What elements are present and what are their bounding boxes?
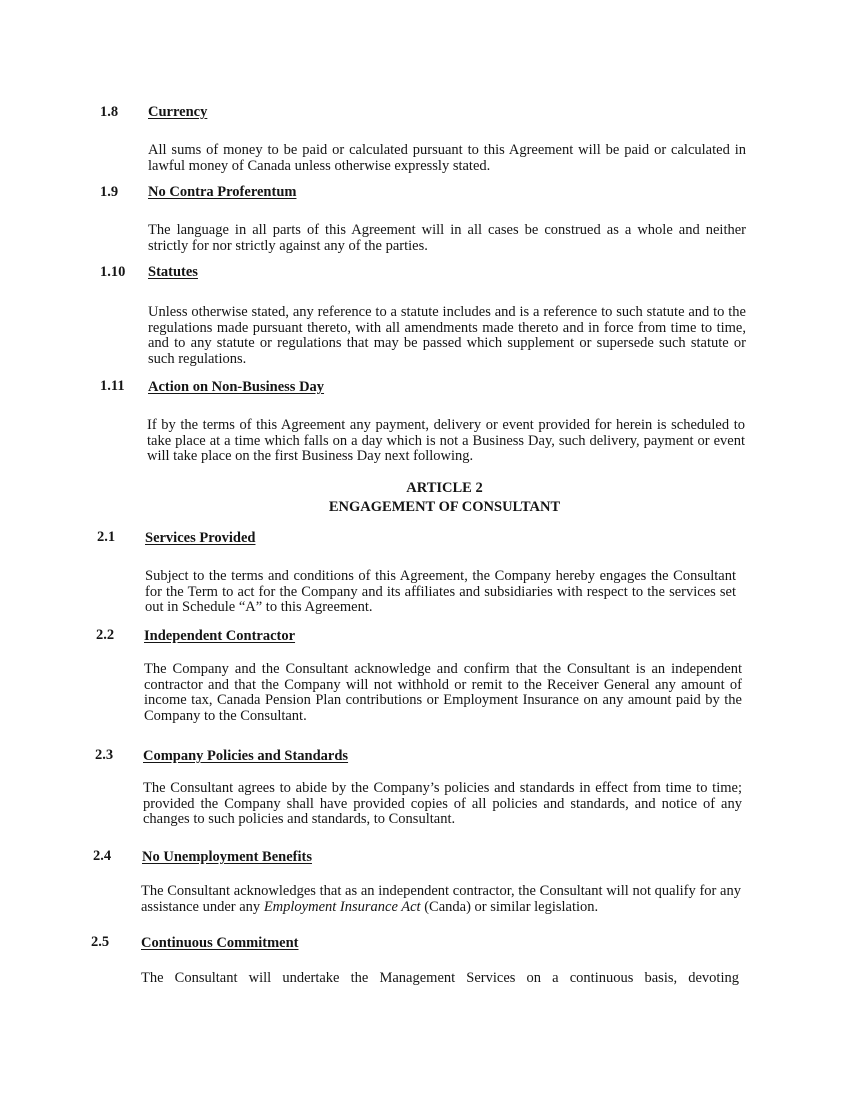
section-body: Unless otherwise stated, any reference to a statute includes and is a reference to such statute and to the regulations made pursuant thereto, with all amendments made thereto and in force from time to time, and to any statute or regulations that may be passed which supplement or supersede such statute or such regulations. (148, 304, 746, 367)
section-heading: Company Policies and Standards (143, 748, 349, 764)
section-body: All sums of money to be paid or calculated pursuant to this Agreement will be paid or calculated in lawful money of Canada unless otherwise expressly stated. (148, 142, 746, 174)
body-text: The Consultant acknowledges that as an independent contractor, the Consultant will not qualify for any assistance under any (141, 883, 741, 915)
section-body: The Consultant agrees to abide by the Company’s policies and standards in effect from time to time; provided the Company shall have provided copies of all policies and standards, and notice of any changes to such policies and standards, to Consultant. (143, 780, 742, 827)
section-number: 1.9 (100, 184, 119, 200)
section-heading: Independent Contractor (144, 628, 296, 644)
section-heading: Continuous Commitment (141, 935, 299, 951)
section-heading: Services Provided (145, 530, 256, 546)
article-subtitle: ENGAGEMENT OF CONSULTANT (328, 499, 561, 515)
section-body: The Company and the Consultant acknowledge and confirm that the Consultant is an independent contractor and that the Company will not withhold or remit to the Receiver General any amount of income tax, Canada Pension Plan contributions or Employment Insurance on any amount paid by the Company to the Consultant. (144, 661, 742, 724)
section-heading: Action on Non-Business Day (148, 379, 325, 395)
section-number: 1.8 (100, 104, 119, 120)
section-heading: Currency (148, 104, 208, 120)
section-body (141, 884, 741, 915)
section-number: 1.11 (100, 378, 125, 394)
section-number: 2.1 (97, 529, 116, 545)
section-number: 1.10 (100, 264, 126, 280)
article-title: ARTICLE 2 (406, 480, 483, 496)
section-number: 2.5 (91, 934, 110, 950)
section-body: If by the terms of this Agreement any payment, delivery or event provided for herein is scheduled to take place at a time which falls on a day which is not a Business Day, such delivery, payment or event will take place on the first Business Day next following. (147, 417, 745, 464)
section-heading: No Unemployment Benefits (142, 849, 312, 865)
section-body: The Consultant will undertake the Management Services on a continuous basis, devoting (141, 970, 739, 986)
section-number: 2.2 (96, 627, 115, 643)
section-heading: No Contra Proferentum (148, 184, 297, 200)
section-number: 2.4 (93, 848, 112, 864)
section-heading: Statutes (148, 264, 198, 280)
statute-name: Employment Insurance Act (263, 898, 421, 915)
body-text: (Canda) or similar legislation. (420, 898, 599, 915)
section-body: Subject to the terms and conditions of this Agreement, the Company hereby engages the Consultant for the Term to act for the Company and its affiliates and subsidiaries with respect to the services set out in Schedule “A” to this Agreement. (145, 568, 736, 615)
section-body: The language in all parts of this Agreement will in all cases be construed as a whole and neither strictly for nor strictly against any of the parties. (148, 222, 746, 254)
section-number: 2.3 (95, 747, 114, 763)
